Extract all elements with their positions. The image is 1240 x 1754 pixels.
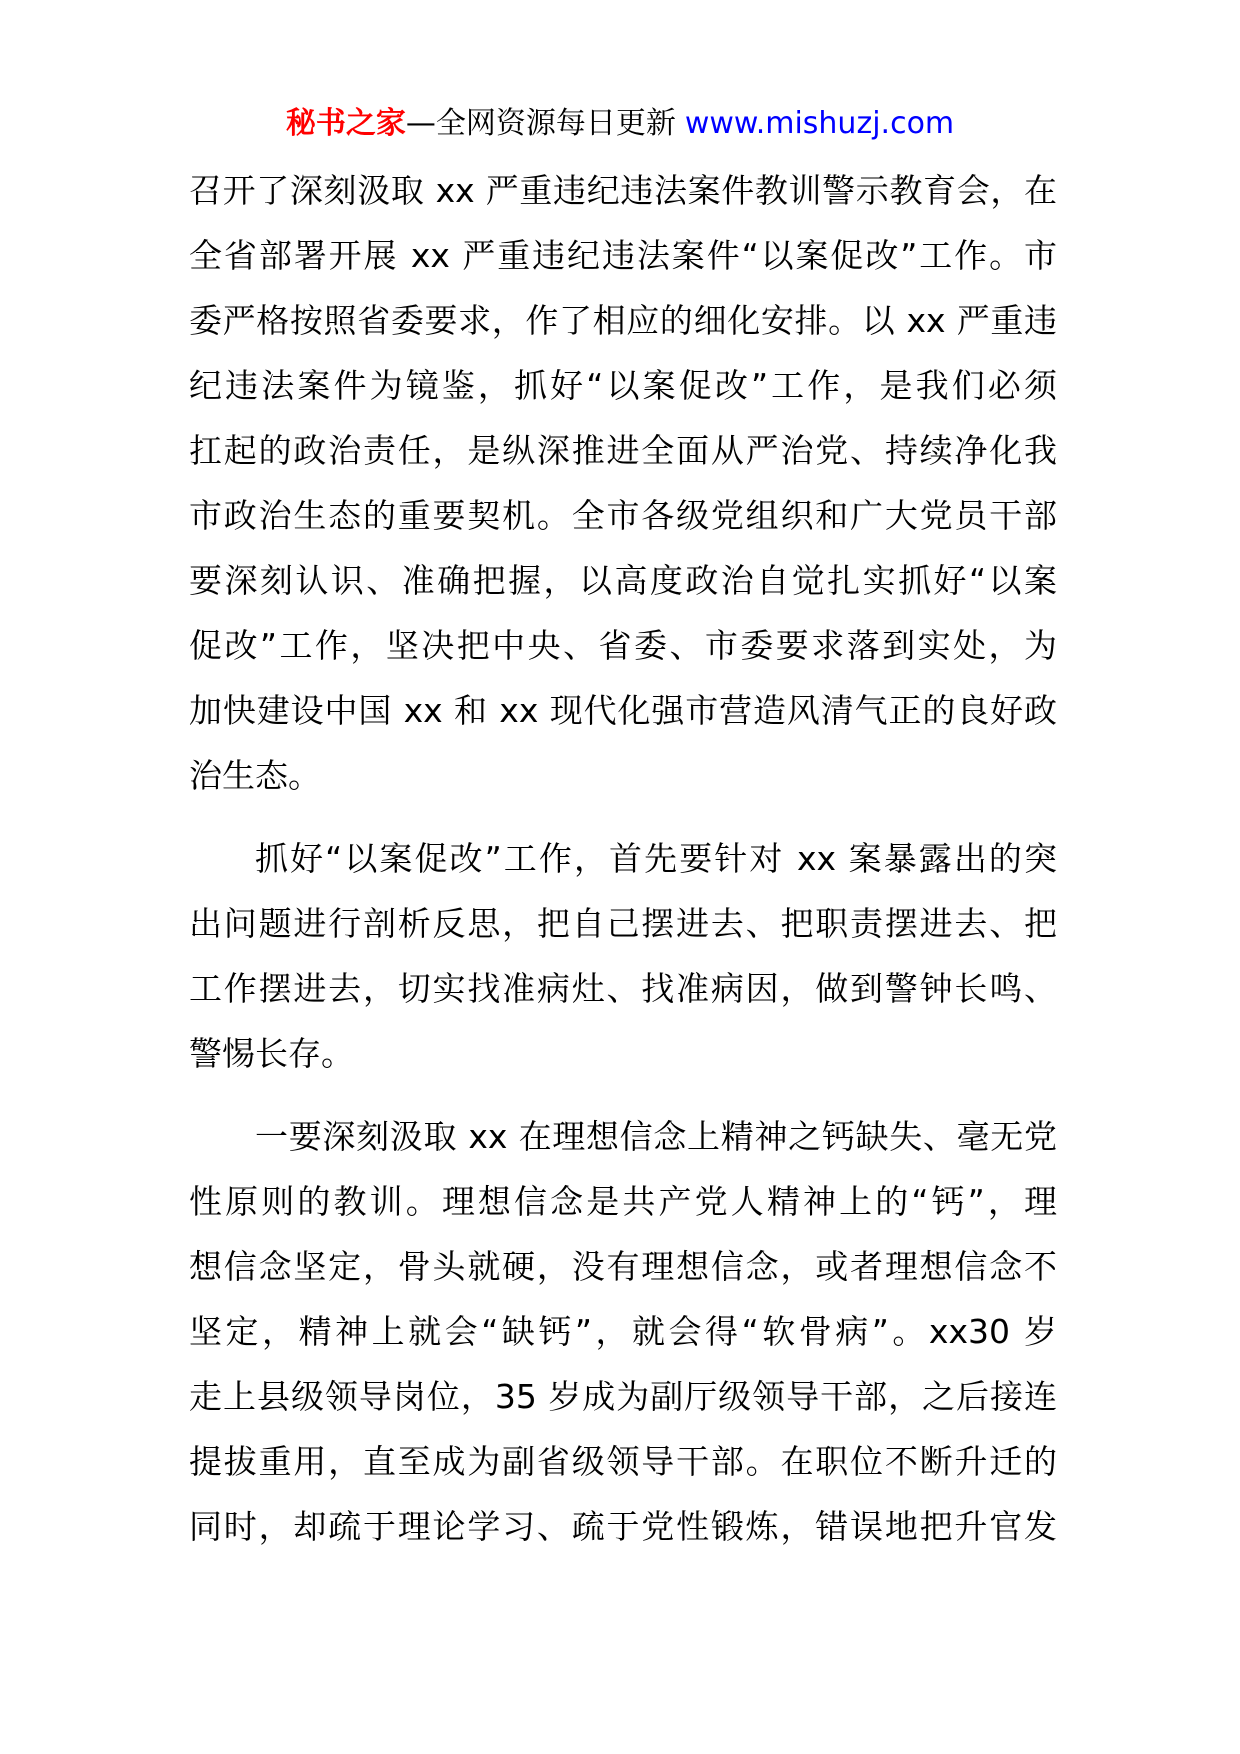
paragraph-line: 委严格按照省委要求，作了相应的细化安排。以 xx 严重违 xyxy=(189,301,1057,340)
paragraph-line: 召开了深刻汲取 xx 严重违纪违法案件教训警示教育会，在 xyxy=(189,171,1057,210)
paragraph xyxy=(189,826,1057,1086)
header-tagline: —全网资源每日更新 xyxy=(405,106,676,141)
paragraph-line: 坚定，精神上就会“缺钙”，就会得“软骨病”。xx30 岁 xyxy=(189,1312,1057,1351)
paragraph-line: 工作摆进去，切实找准病灶、找准病因，做到警钟长鸣、 xyxy=(189,969,1057,1008)
paragraph-line: 加快建设中国 xx 和 xx 现代化强市营造风清气正的良好政 xyxy=(189,691,1057,730)
paragraph-line: 出问题进行剖析反思，把自己摆进去、把职责摆进去、把 xyxy=(189,904,1057,943)
paragraph-line: 想信念坚定，骨头就硬，没有理想信念，或者理想信念不 xyxy=(189,1247,1057,1286)
paragraph-line: 全省部署开展 xx 严重违纪违法案件“以案促改”工作。市 xyxy=(189,236,1057,275)
paragraph-line: 治生态。 xyxy=(189,756,321,795)
paragraph-line: 纪违法案件为镜鉴，抓好“以案促改”工作，是我们必须 xyxy=(189,366,1057,405)
page-header xyxy=(0,104,1240,144)
paragraph-line: 促改”工作，坚决把中央、省委、市委要求落到实处，为 xyxy=(189,626,1057,665)
website-link[interactable]: www.mishuzj.com xyxy=(684,106,955,141)
paragraph-line: 性原则的教训。理想信念是共产党人精神上的“钙”，理 xyxy=(189,1182,1057,1221)
paragraph-line: 警惕长存。 xyxy=(189,1034,354,1073)
paragraph-line: 走上县级领导岗位，35 岁成为副厅级领导干部，之后接连 xyxy=(189,1377,1057,1416)
paragraph-line: 市政治生态的重要契机。全市各级党组织和广大党员干部 xyxy=(189,496,1057,535)
paragraph xyxy=(189,1104,1057,1559)
paragraph-line: 同时，却疏于理论学习、疏于党性锻炼，错误地把升官发 xyxy=(189,1507,1057,1546)
paragraph-line: 要深刻认识、准确把握，以高度政治自觉扎实抓好“以案 xyxy=(189,561,1057,600)
paragraph xyxy=(189,158,1057,808)
paragraph-line: 抓好“以案促改”工作，首先要针对 xx 案暴露出的突 xyxy=(255,839,1057,878)
paragraph-line: 提拔重用，直至成为副省级领导干部。在职位不断升迁的 xyxy=(189,1442,1057,1481)
paragraph-line: 扛起的政治责任，是纵深推进全面从严治党、持续净化我 xyxy=(189,431,1057,470)
paragraph-line: 一要深刻汲取 xx 在理想信念上精神之钙缺失、毫无党 xyxy=(255,1117,1057,1156)
brand-name: 秘书之家 xyxy=(285,106,406,141)
document-body xyxy=(189,158,1057,1559)
